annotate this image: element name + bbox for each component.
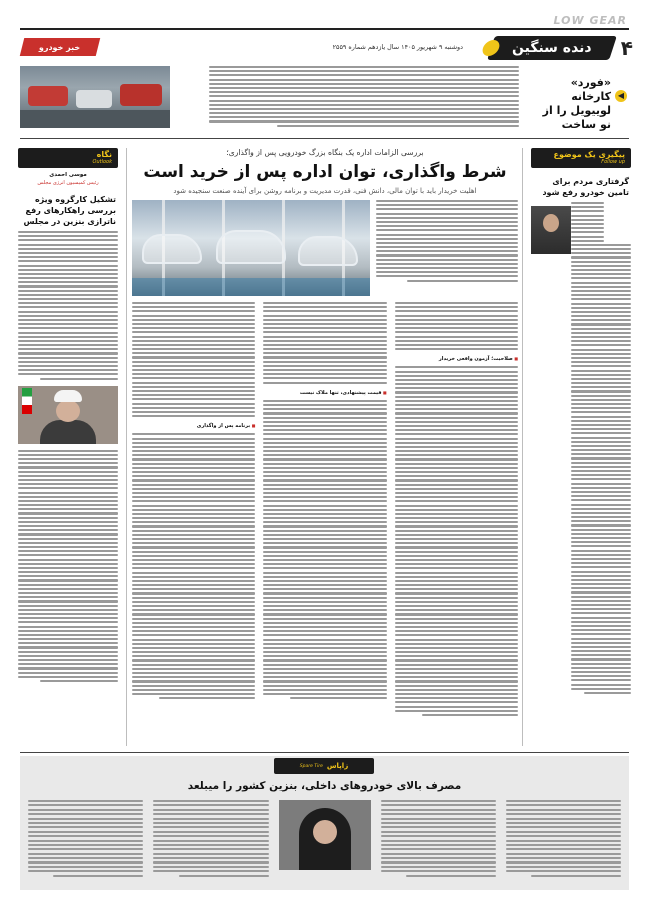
article-column-1 — [395, 302, 518, 754]
kicker-follow-up — [531, 148, 631, 168]
page-number: ۴ — [620, 36, 633, 60]
author-title: رئیس کمیسیون انرژی مجلس — [37, 180, 99, 186]
spare-tire-section — [20, 756, 629, 890]
article-subhead: ■ صلاحیت؛ آزمون واقعی خریدار — [395, 356, 518, 362]
right-column — [531, 148, 631, 746]
article-subhead: ■ قیمت پیشنهادی، تنها ملاک نیست — [263, 390, 386, 396]
teaser-body — [209, 66, 519, 128]
divider — [20, 138, 629, 139]
article-column-2 — [263, 302, 386, 754]
section-logo — [487, 36, 617, 60]
article-subhead: ■ برنامه پس از واگذاری — [132, 423, 255, 429]
kicker-label-en: Follow up — [601, 159, 625, 165]
page-header — [0, 0, 649, 62]
arrow-icon: ◀ — [615, 90, 627, 102]
kicker-label: پیگیری یک موضوع — [553, 150, 625, 159]
article-column-3 — [132, 302, 255, 754]
official-portrait — [279, 800, 371, 870]
newspaper-logo — [20, 38, 100, 56]
spare-tire-headline[interactable]: مصرف بالای خودروهای داخلی، بنزین کشور را میبلعد — [187, 780, 462, 792]
main-article — [132, 148, 518, 746]
author-name: موسی احمدی — [49, 172, 87, 178]
kicker-label-en: Spare Tire — [299, 763, 323, 769]
teaser-title[interactable]: «فورد» کارخانه لوییویل را از نو ساخت — [542, 76, 611, 131]
newspaper-logo-text: خبر خودرو — [39, 42, 81, 52]
article-supertitle: بررسی الزامات اداره یک بنگاه بزرگ خودرویی پس از واگذاری؛ — [226, 148, 424, 157]
article-intro — [376, 200, 518, 296]
article-body — [132, 302, 518, 754]
left-column — [18, 148, 118, 746]
issue-date-line: دوشنبه ۹ شهریور ۱۴۰۵ سال یازدهم شماره ۲۵۵۹ — [332, 43, 463, 51]
column-divider — [126, 148, 127, 746]
left-column-body — [18, 231, 118, 380]
kicker-outlook — [18, 148, 118, 168]
right-column-headline[interactable]: گرفتاری مردم برای تامین خودرو رفع شود — [542, 177, 629, 197]
assembly-line-photo — [132, 200, 370, 296]
section-title: دنده سنگین — [512, 40, 592, 56]
left-column-body-continued — [18, 450, 118, 682]
divider — [20, 752, 629, 753]
spare-tire-body — [28, 800, 621, 884]
section-tag-en: LOW GEAR — [553, 14, 627, 27]
column-divider — [522, 148, 523, 746]
factory-photo — [20, 66, 170, 128]
kicker-label-en: Outlook — [92, 159, 112, 165]
header-rule — [20, 28, 629, 30]
left-column-headline[interactable]: تشکیل کارگروه ویژه بررسی راهکارهای رفع ناترازی بنزین در مجلس — [23, 195, 116, 226]
kicker-label: زاپاس — [326, 762, 349, 770]
article-title[interactable]: شرط واگذاری، توان اداره پس از خرید است — [143, 162, 507, 182]
kicker-spare-tire — [274, 758, 374, 774]
top-teaser[interactable] — [20, 64, 629, 130]
right-column-body — [571, 202, 631, 694]
kicker-label: نگاه — [96, 150, 112, 159]
author-photo — [531, 206, 571, 254]
author-portrait — [18, 386, 118, 444]
article-subtitle: اهلیت خریدار باید با توان مالی، دانش فنی، قدرت مدیریت و برنامه روشن برای آینده صنعت سنجیده شود — [173, 187, 477, 195]
